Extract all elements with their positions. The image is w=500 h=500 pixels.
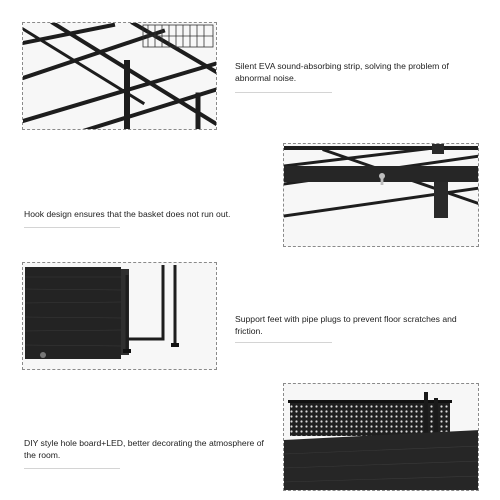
support-feet-illustration — [23, 263, 217, 370]
feature-caption-diy-pegboard: DIY style hole board+LED, better decorating the atmosphere of the room. — [24, 438, 264, 460]
feature-caption-silent-eva: Silent EVA sound-absorbing strip, solving the problem of abnormal noise. — [235, 61, 449, 83]
bed-slats-illustration — [23, 23, 217, 130]
feature-image-bed-slats — [22, 22, 217, 130]
caption-divider — [24, 468, 120, 469]
caption-divider — [235, 92, 332, 93]
hook-rail-illustration — [284, 144, 479, 247]
feature-caption-support-feet: Support feet with pipe plugs to prevent floor scratches and friction. — [235, 314, 457, 336]
pegboard-illustration — [284, 384, 479, 491]
caption-divider — [24, 227, 120, 228]
feature-image-support-feet — [22, 262, 217, 370]
feature-image-pegboard — [283, 383, 479, 491]
feature-caption-hook-design: Hook design ensures that the basket does not run out. — [24, 209, 231, 219]
feature-image-hook-rail — [283, 143, 479, 247]
caption-divider — [235, 342, 332, 343]
